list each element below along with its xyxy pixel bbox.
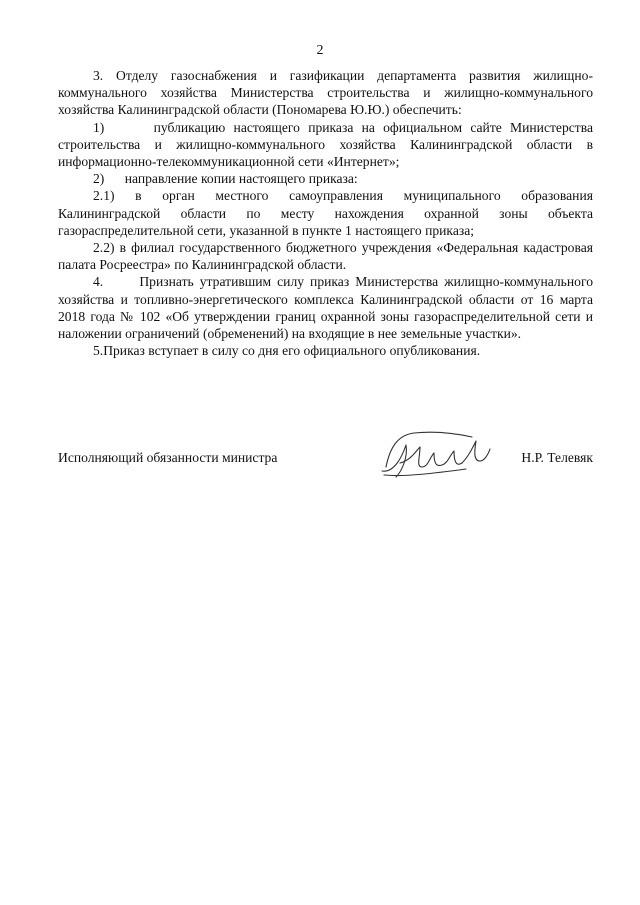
document-body xyxy=(58,67,593,359)
paragraph-subitem-2-2: 2.2) в филиал государственного бюджетного учреждения «Федеральная кадастровая палата Росреестра» по Калининградской области. xyxy=(58,240,593,273)
paragraph-subitem-2: 2) направление копии настоящего приказа: xyxy=(93,171,358,187)
page-number: 2 xyxy=(316,43,324,58)
paragraph-item-3: 3. Отделу газоснабжения и газификации департамента развития жилищно-коммунального хозяйства Министерства строительства и жилищно-коммунального хозяйства Калининградской области (Пономарева Ю.Ю.) обеспечить: xyxy=(58,68,593,118)
signatory-name: Н.Р. Телевяк xyxy=(521,450,593,465)
paragraph-item-5: 5.Приказ вступает в силу со дня его официального опубликования. xyxy=(93,343,481,359)
signatory-title: Исполняющий обязанности министра xyxy=(58,450,278,465)
paragraph-item-4: 4. Признать утратившим силу приказ Министерства жилищно-коммунального хозяйства и топливно-энергетического комплекса Калининградской области от 16 марта 2018 года № 102 «Об утверждении границ охранной зоны газораспределительной сети и наложении ограничений (обременений) на входящие в нее земельные участки». xyxy=(58,274,593,342)
paragraph-subitem-2-1: 2.1) в орган местного самоуправления муниципального образования Калининградской области по месту нахождения охранной зоны объекта газораспределительной сети, указанной в пункте 1 настоящего приказа; xyxy=(58,188,593,238)
signature-block xyxy=(58,447,593,477)
handwritten-signature xyxy=(376,427,496,485)
paragraph-subitem-1: 1) публикацию настоящего приказа на официальном сайте Министерства строительства и жилищно-коммунального хозяйства Калининградской области в информационно-телекоммуникационной сети «Интернет»; xyxy=(58,119,593,170)
